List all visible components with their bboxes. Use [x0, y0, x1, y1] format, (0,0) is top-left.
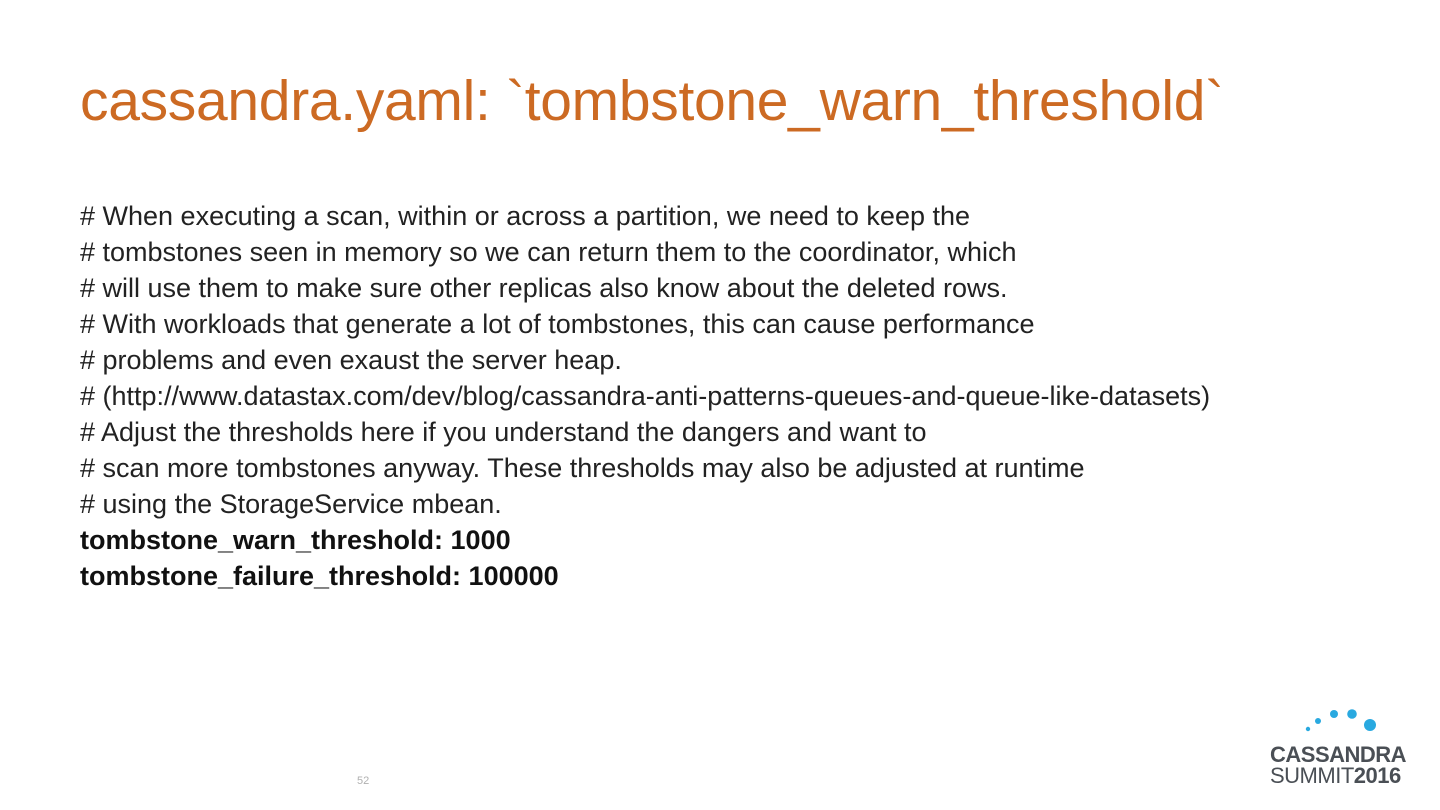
- logo-wordmark-summit: [1270, 763, 1401, 789]
- comment-line: # With workloads that generate a lot of tombstones, this can cause performance: [80, 309, 1035, 339]
- comment-line: # scan more tombstones anyway. These thresholds may also be adjusted at runtime: [80, 453, 1085, 483]
- logo-dots-icon: [1300, 706, 1380, 736]
- logo-summit-word: SUMMIT: [1270, 763, 1354, 788]
- slide-title: cassandra.yaml: `tombstone_warn_threshold`: [80, 69, 1224, 133]
- setting-failure-threshold: tombstone_failure_threshold: 100000: [80, 561, 559, 591]
- comment-line-url: # (http://www.datastax.com/dev/blog/cassandra-anti-patterns-queues-and-queue-like-datasets): [80, 381, 1211, 411]
- config-comment-block: [80, 198, 1420, 594]
- setting-warn-threshold: tombstone_warn_threshold: 1000: [80, 525, 511, 555]
- cassandra-summit-logo: [1268, 706, 1418, 792]
- comment-line: # When executing a scan, within or across a partition, we need to keep the: [80, 201, 971, 231]
- comment-line: # problems and even exaust the server heap.: [80, 345, 622, 375]
- logo-wordmark-cassandra: CASSANDRA: [1270, 742, 1407, 767]
- comment-line: # will use them to make sure other replicas also know about the deleted rows.: [80, 273, 1008, 303]
- comment-line: # tombstones seen in memory so we can return them to the coordinator, which: [80, 237, 1017, 267]
- page-number: 52: [357, 775, 370, 787]
- comment-line: # Adjust the thresholds here if you understand the dangers and want to: [80, 417, 927, 447]
- comment-line: # using the StorageService mbean.: [80, 489, 502, 519]
- logo-summit-year: 2016: [1353, 763, 1401, 788]
